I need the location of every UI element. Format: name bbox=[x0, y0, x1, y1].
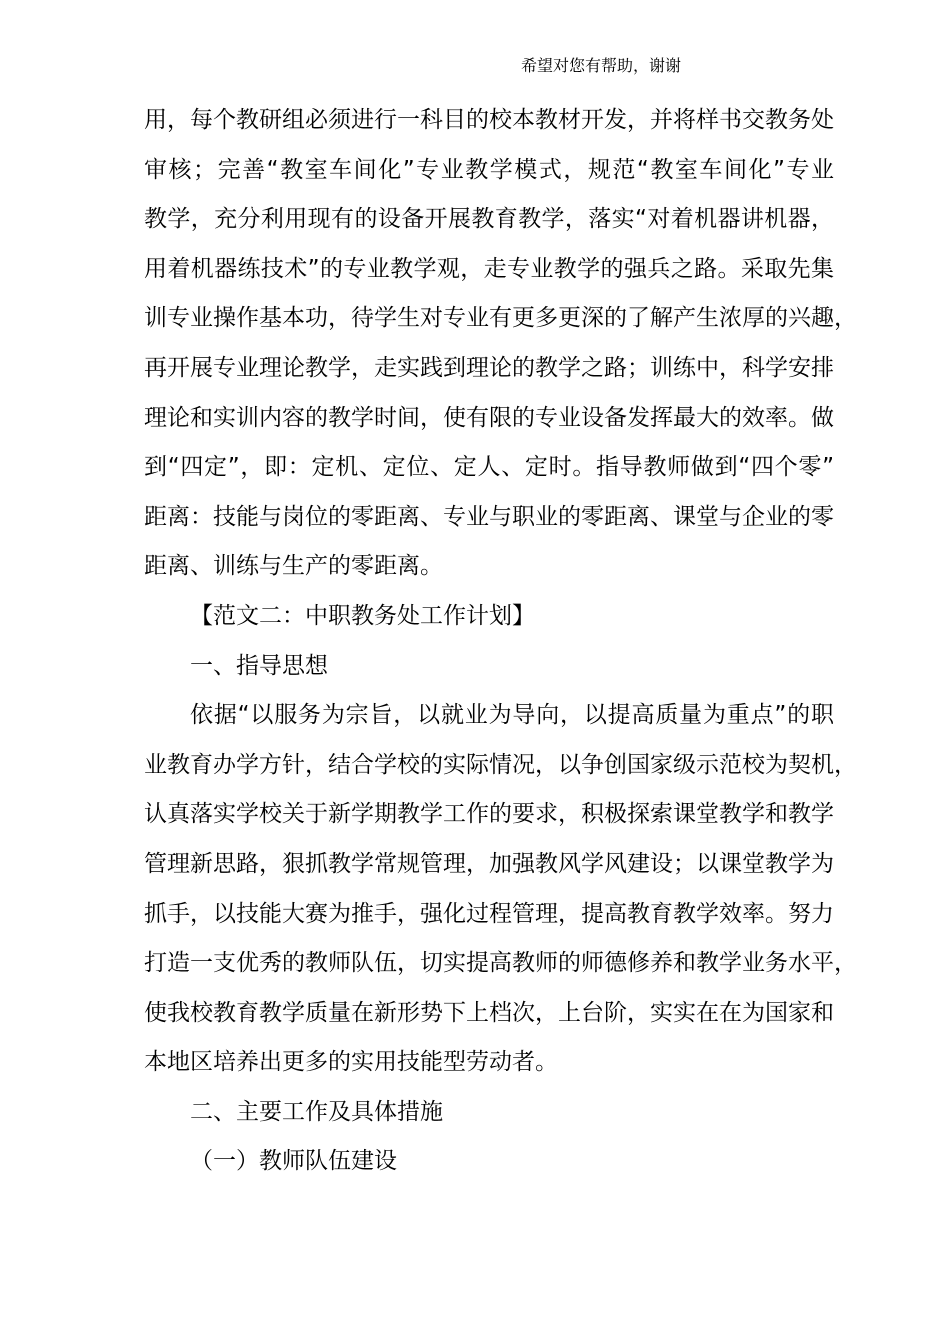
paragraph-guiding-ideology bbox=[144, 691, 857, 1088]
text-line: 距离：技能与岗位的零距离、专业与职业的零距离、课堂与企业的零 bbox=[144, 503, 834, 530]
text-line: 训专业操作基本功，待学生对专业有更多更深的了解产生浓厚的兴趣， bbox=[144, 305, 857, 332]
text-line: 用着机器练技术”的专业教学观，走专业教学的强兵之路。采取先集 bbox=[144, 255, 834, 282]
header-note: 希望对您有帮助，谢谢 bbox=[521, 56, 682, 75]
text-line: 使我校教育教学质量在新形势下上档次，上台阶，实实在在为国家和 bbox=[144, 999, 834, 1026]
document-body bbox=[144, 96, 857, 1187]
text-line: 教学，充分利用现有的设备开展教育教学，落实“对着机器讲机器， bbox=[144, 206, 834, 233]
text-line: 认真落实学校关于新学期教学工作的要求，积极探索课堂教学和教学 bbox=[144, 801, 834, 828]
text-line: 理论和实训内容的教学时间，使有限的专业设备发挥最大的效率。做 bbox=[144, 404, 834, 431]
text-line: 抓手，以技能大赛为推手，强化过程管理，提高教育教学效率。努力 bbox=[144, 900, 834, 927]
section-title: 【范文二：中职教务处工作计划】 bbox=[190, 602, 535, 629]
heading-guiding-ideology: 一、指导思想 bbox=[190, 652, 328, 679]
text-line: 距离、训练与生产的零距离。 bbox=[144, 553, 443, 580]
heading-main-work: 二、主要工作及具体措施 bbox=[190, 1098, 443, 1125]
paragraph-teaching-model bbox=[144, 96, 857, 592]
text-line: 业教育办学方针，结合学校的实际情况，以争创国家级示范校为契机， bbox=[144, 751, 857, 778]
text-line: 用，每个教研组必须进行一科目的校本教材开发，并将样书交教务处 bbox=[144, 107, 834, 133]
heading-teacher-team: （一）教师队伍建设 bbox=[190, 1148, 397, 1175]
text-line: 打造一支优秀的教师队伍，切实提高教师的师德修养和教学业务水平， bbox=[144, 950, 857, 977]
text-line: 本地区培养出更多的实用技能型劳动者。 bbox=[144, 1049, 558, 1076]
text-line: 到“四定”，即：定机、定位、定人、定时。指导教师做到“四个零” bbox=[144, 454, 834, 481]
text-line: 审核；完善“教室车间化”专业教学模式，规范“教室车间化”专业 bbox=[144, 156, 834, 183]
text-line: 管理新思路，狠抓教学常规管理，加强教风学风建设；以课堂教学为 bbox=[144, 850, 834, 877]
text-line: 再开展专业理论教学，走实践到理论的教学之路；训练中，科学安排 bbox=[144, 354, 834, 381]
text-line: 依据“以服务为宗旨，以就业为导向，以提高质量为重点”的职 bbox=[190, 702, 834, 729]
